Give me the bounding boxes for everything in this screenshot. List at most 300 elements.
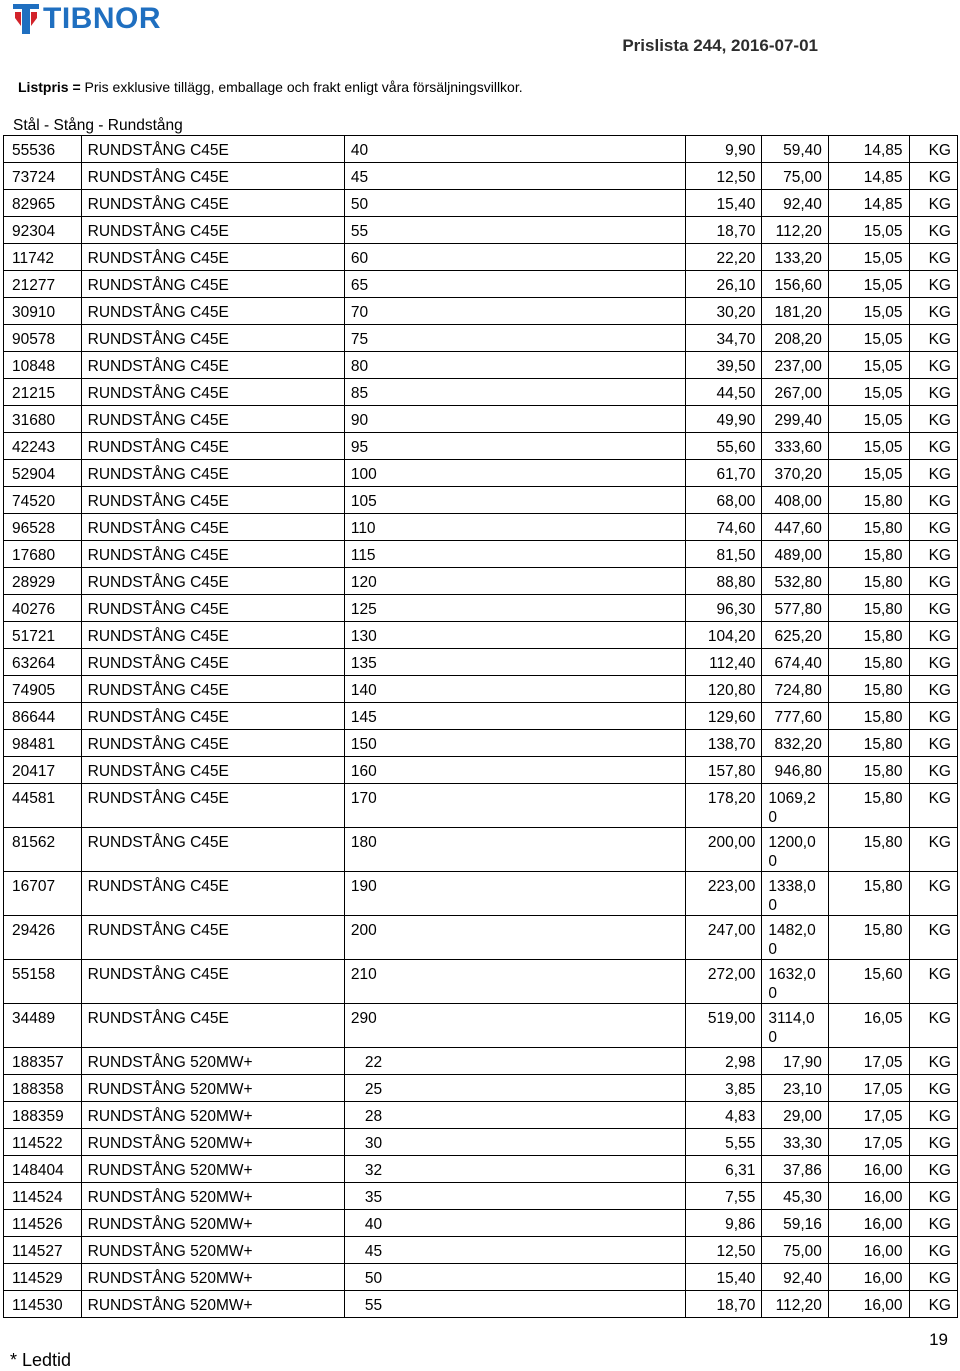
table-row (4, 487, 958, 514)
price-per-kg-cell: 15,05 (828, 217, 909, 244)
dimension-cell: 290 (344, 1004, 685, 1048)
price-per-meter-cell: 81,50 (685, 541, 762, 568)
dimension-cell: 35 (344, 1183, 685, 1210)
product-name-cell: RUNDSTÅNG C45E (81, 595, 344, 622)
price-per-kg-cell: 16,05 (828, 1004, 909, 1048)
product-name-cell: RUNDSTÅNG C45E (81, 568, 344, 595)
dimension-cell: 170 (344, 784, 685, 828)
price-per-meter-cell: 519,00 (685, 1004, 762, 1048)
article-number-cell: 34489 (4, 1004, 82, 1048)
unit-cell: KG (909, 190, 957, 217)
price-per-bar-cell: 75,00 (762, 1237, 829, 1264)
price-per-kg-cell: 15,80 (828, 828, 909, 872)
unit-cell: KG (909, 1004, 957, 1048)
price-per-bar-cell: 92,40 (762, 190, 829, 217)
price-per-meter-cell: 223,00 (685, 872, 762, 916)
price-per-bar-cell: 92,40 (762, 1264, 829, 1291)
table-row (4, 379, 958, 406)
price-per-meter-cell: 247,00 (685, 916, 762, 960)
price-per-bar-cell: 777,60 (762, 703, 829, 730)
unit-cell: KG (909, 1156, 957, 1183)
price-per-bar-cell: 237,00 (762, 352, 829, 379)
table-row (4, 1183, 958, 1210)
product-name-cell: RUNDSTÅNG C45E (81, 916, 344, 960)
price-per-kg-cell: 15,05 (828, 460, 909, 487)
article-number-cell: 114526 (4, 1210, 82, 1237)
listpris-note (18, 79, 523, 95)
unit-cell: KG (909, 406, 957, 433)
dimension-cell: 125 (344, 595, 685, 622)
price-per-bar-cell: 156,60 (762, 271, 829, 298)
dimension-cell: 45 (344, 1237, 685, 1264)
dimension-cell: 135 (344, 649, 685, 676)
price-per-meter-cell: 7,55 (685, 1183, 762, 1210)
unit-cell: KG (909, 703, 957, 730)
price-per-bar-cell: 408,00 (762, 487, 829, 514)
price-per-bar-cell: 112,20 (762, 1291, 829, 1318)
price-per-bar-cell: 577,80 (762, 595, 829, 622)
unit-cell: KG (909, 460, 957, 487)
product-name-cell: RUNDSTÅNG C45E (81, 217, 344, 244)
dimension-cell: 50 (344, 1264, 685, 1291)
dimension-cell: 85 (344, 379, 685, 406)
article-number-cell: 44581 (4, 784, 82, 828)
table-row (4, 1102, 958, 1129)
article-number-cell: 63264 (4, 649, 82, 676)
table-row (4, 1291, 958, 1318)
unit-cell: KG (909, 622, 957, 649)
price-per-kg-cell: 14,85 (828, 190, 909, 217)
article-number-cell: 81562 (4, 828, 82, 872)
article-number-cell: 20417 (4, 757, 82, 784)
dimension-cell: 105 (344, 487, 685, 514)
dimension-cell: 32 (344, 1156, 685, 1183)
price-per-kg-cell: 16,00 (828, 1264, 909, 1291)
price-per-bar-cell: 23,10 (762, 1075, 829, 1102)
company-logo (13, 4, 161, 34)
table-row (4, 352, 958, 379)
product-name-cell: RUNDSTÅNG 520MW+ (81, 1156, 344, 1183)
unit-cell: KG (909, 298, 957, 325)
unit-cell: KG (909, 757, 957, 784)
table-row (4, 325, 958, 352)
article-number-cell: 51721 (4, 622, 82, 649)
price-per-bar-cell: 1338,00 (762, 872, 829, 916)
unit-cell: KG (909, 136, 957, 163)
article-number-cell: 28929 (4, 568, 82, 595)
unit-cell: KG (909, 916, 957, 960)
unit-cell: KG (909, 325, 957, 352)
table-row (4, 1048, 958, 1075)
price-per-bar-cell: 1069,20 (762, 784, 829, 828)
price-per-kg-cell: 15,05 (828, 352, 909, 379)
price-per-bar-cell: 489,00 (762, 541, 829, 568)
product-name-cell: RUNDSTÅNG C45E (81, 163, 344, 190)
table-row (4, 244, 958, 271)
dimension-cell: 110 (344, 514, 685, 541)
table-row (4, 1237, 958, 1264)
table-row (4, 1075, 958, 1102)
price-per-kg-cell: 15,80 (828, 622, 909, 649)
price-per-meter-cell: 5,55 (685, 1129, 762, 1156)
article-number-cell: 74905 (4, 676, 82, 703)
price-per-meter-cell: 88,80 (685, 568, 762, 595)
table-row (4, 622, 958, 649)
price-per-bar-cell: 37,86 (762, 1156, 829, 1183)
price-per-meter-cell: 178,20 (685, 784, 762, 828)
article-number-cell: 55158 (4, 960, 82, 1004)
product-name-cell: RUNDSTÅNG 520MW+ (81, 1264, 344, 1291)
price-per-bar-cell: 75,00 (762, 163, 829, 190)
dimension-cell: 22 (344, 1048, 685, 1075)
product-name-cell: RUNDSTÅNG C45E (81, 271, 344, 298)
dimension-cell: 40 (344, 136, 685, 163)
product-name-cell: RUNDSTÅNG C45E (81, 514, 344, 541)
price-per-kg-cell: 15,05 (828, 271, 909, 298)
unit-cell: KG (909, 828, 957, 872)
price-per-bar-cell: 45,30 (762, 1183, 829, 1210)
price-per-meter-cell: 4,83 (685, 1102, 762, 1129)
article-number-cell: 11742 (4, 244, 82, 271)
dimension-cell: 28 (344, 1102, 685, 1129)
unit-cell: KG (909, 541, 957, 568)
price-per-bar-cell: 674,40 (762, 649, 829, 676)
dimension-cell: 55 (344, 217, 685, 244)
article-number-cell: 82965 (4, 190, 82, 217)
table-row (4, 217, 958, 244)
price-per-kg-cell: 15,80 (828, 872, 909, 916)
price-per-meter-cell: 22,20 (685, 244, 762, 271)
price-per-kg-cell: 15,05 (828, 379, 909, 406)
product-name-cell: RUNDSTÅNG 520MW+ (81, 1048, 344, 1075)
article-number-cell: 114524 (4, 1183, 82, 1210)
product-name-cell: RUNDSTÅNG C45E (81, 649, 344, 676)
unit-cell: KG (909, 960, 957, 1004)
dimension-cell: 75 (344, 325, 685, 352)
price-per-kg-cell: 15,80 (828, 649, 909, 676)
table-row (4, 916, 958, 960)
unit-cell: KG (909, 379, 957, 406)
product-name-cell: RUNDSTÅNG C45E (81, 1004, 344, 1048)
price-per-meter-cell: 129,60 (685, 703, 762, 730)
price-per-kg-cell: 17,05 (828, 1102, 909, 1129)
unit-cell: KG (909, 676, 957, 703)
product-name-cell: RUNDSTÅNG C45E (81, 379, 344, 406)
price-per-meter-cell: 44,50 (685, 379, 762, 406)
price-per-meter-cell: 112,40 (685, 649, 762, 676)
price-per-meter-cell: 2,98 (685, 1048, 762, 1075)
dimension-cell: 80 (344, 352, 685, 379)
listpris-text: Pris exklusive tillägg, emballage och frakt enligt våra försäljningsvillkor. (80, 79, 523, 95)
article-number-cell: 40276 (4, 595, 82, 622)
price-per-kg-cell: 16,00 (828, 1237, 909, 1264)
price-per-meter-cell: 39,50 (685, 352, 762, 379)
price-per-meter-cell: 3,85 (685, 1075, 762, 1102)
unit-cell: KG (909, 1048, 957, 1075)
article-number-cell: 98481 (4, 730, 82, 757)
table-row (4, 784, 958, 828)
price-per-bar-cell: 1632,00 (762, 960, 829, 1004)
article-number-cell: 90578 (4, 325, 82, 352)
table-row (4, 406, 958, 433)
unit-cell: KG (909, 1237, 957, 1264)
dimension-cell: 90 (344, 406, 685, 433)
product-name-cell: RUNDSTÅNG C45E (81, 325, 344, 352)
unit-cell: KG (909, 352, 957, 379)
dimension-cell: 100 (344, 460, 685, 487)
price-per-meter-cell: 6,31 (685, 1156, 762, 1183)
price-per-kg-cell: 16,00 (828, 1291, 909, 1318)
product-name-cell: RUNDSTÅNG 520MW+ (81, 1183, 344, 1210)
price-per-meter-cell: 200,00 (685, 828, 762, 872)
listpris-label: Listpris = (18, 79, 81, 95)
product-name-cell: RUNDSTÅNG C45E (81, 730, 344, 757)
price-per-meter-cell: 68,00 (685, 487, 762, 514)
product-name-cell: RUNDSTÅNG C45E (81, 960, 344, 1004)
dimension-cell: 25 (344, 1075, 685, 1102)
price-per-meter-cell: 18,70 (685, 217, 762, 244)
table-row (4, 703, 958, 730)
product-name-cell: RUNDSTÅNG C45E (81, 828, 344, 872)
price-per-bar-cell: 1482,00 (762, 916, 829, 960)
dimension-cell: 120 (344, 568, 685, 595)
dimension-cell: 115 (344, 541, 685, 568)
price-per-bar-cell: 946,80 (762, 757, 829, 784)
table-row (4, 271, 958, 298)
unit-cell: KG (909, 872, 957, 916)
price-per-meter-cell: 26,10 (685, 271, 762, 298)
price-per-kg-cell: 15,80 (828, 703, 909, 730)
price-per-bar-cell: 181,20 (762, 298, 829, 325)
article-number-cell: 96528 (4, 514, 82, 541)
dimension-cell: 130 (344, 622, 685, 649)
price-per-meter-cell: 12,50 (685, 163, 762, 190)
footnote: * Ledtid (10, 1350, 72, 1370)
article-number-cell: 74520 (4, 487, 82, 514)
unit-cell: KG (909, 649, 957, 676)
dimension-cell: 30 (344, 1129, 685, 1156)
unit-cell: KG (909, 1075, 957, 1102)
dimension-cell: 95 (344, 433, 685, 460)
article-number-cell: 17680 (4, 541, 82, 568)
article-number-cell: 42243 (4, 433, 82, 460)
price-per-kg-cell: 17,05 (828, 1129, 909, 1156)
price-table-body (4, 136, 958, 1318)
price-per-meter-cell: 18,70 (685, 1291, 762, 1318)
logo-text: TIBNOR (43, 2, 161, 35)
price-per-kg-cell: 15,80 (828, 784, 909, 828)
table-row (4, 298, 958, 325)
price-per-kg-cell: 17,05 (828, 1075, 909, 1102)
product-name-cell: RUNDSTÅNG 520MW+ (81, 1210, 344, 1237)
price-per-kg-cell: 17,05 (828, 1048, 909, 1075)
page-number: 19 (929, 1330, 948, 1349)
price-per-bar-cell: 832,20 (762, 730, 829, 757)
price-per-kg-cell: 15,80 (828, 541, 909, 568)
table-row (4, 595, 958, 622)
article-number-cell: 55536 (4, 136, 82, 163)
dimension-cell: 190 (344, 872, 685, 916)
product-name-cell: RUNDSTÅNG C45E (81, 872, 344, 916)
product-name-cell: RUNDSTÅNG C45E (81, 784, 344, 828)
unit-cell: KG (909, 1210, 957, 1237)
dimension-cell: 55 (344, 1291, 685, 1318)
price-per-meter-cell: 55,60 (685, 433, 762, 460)
article-number-cell: 114529 (4, 1264, 82, 1291)
price-per-kg-cell: 15,80 (828, 568, 909, 595)
article-number-cell: 86644 (4, 703, 82, 730)
price-per-kg-cell: 15,05 (828, 433, 909, 460)
price-per-kg-cell: 16,00 (828, 1156, 909, 1183)
price-table (3, 135, 958, 1318)
price-per-bar-cell: 299,40 (762, 406, 829, 433)
unit-cell: KG (909, 595, 957, 622)
table-row (4, 676, 958, 703)
price-per-kg-cell: 15,80 (828, 595, 909, 622)
price-per-meter-cell: 138,70 (685, 730, 762, 757)
article-number-cell: 114530 (4, 1291, 82, 1318)
unit-cell: KG (909, 244, 957, 271)
article-number-cell: 92304 (4, 217, 82, 244)
unit-cell: KG (909, 271, 957, 298)
article-number-cell: 148404 (4, 1156, 82, 1183)
product-name-cell: RUNDSTÅNG C45E (81, 460, 344, 487)
price-per-kg-cell: 15,80 (828, 757, 909, 784)
article-number-cell: 114527 (4, 1237, 82, 1264)
article-number-cell: 188359 (4, 1102, 82, 1129)
article-number-cell: 188358 (4, 1075, 82, 1102)
dimension-cell: 180 (344, 828, 685, 872)
price-per-bar-cell: 267,00 (762, 379, 829, 406)
price-per-bar-cell: 59,16 (762, 1210, 829, 1237)
price-per-meter-cell: 34,70 (685, 325, 762, 352)
price-per-kg-cell: 15,80 (828, 676, 909, 703)
unit-cell: KG (909, 1264, 957, 1291)
product-name-cell: RUNDSTÅNG C45E (81, 406, 344, 433)
table-row (4, 730, 958, 757)
dimension-cell: 145 (344, 703, 685, 730)
unit-cell: KG (909, 514, 957, 541)
price-per-bar-cell: 3114,00 (762, 1004, 829, 1048)
article-number-cell: 29426 (4, 916, 82, 960)
product-name-cell: RUNDSTÅNG 520MW+ (81, 1075, 344, 1102)
price-per-meter-cell: 9,86 (685, 1210, 762, 1237)
price-per-kg-cell: 15,05 (828, 325, 909, 352)
table-row (4, 568, 958, 595)
unit-cell: KG (909, 1291, 957, 1318)
price-per-meter-cell: 61,70 (685, 460, 762, 487)
price-per-meter-cell: 12,50 (685, 1237, 762, 1264)
price-per-kg-cell: 15,05 (828, 244, 909, 271)
price-per-kg-cell: 15,05 (828, 406, 909, 433)
product-name-cell: RUNDSTÅNG C45E (81, 298, 344, 325)
unit-cell: KG (909, 784, 957, 828)
article-number-cell: 10848 (4, 352, 82, 379)
table-row (4, 757, 958, 784)
product-name-cell: RUNDSTÅNG C45E (81, 703, 344, 730)
price-per-bar-cell: 625,20 (762, 622, 829, 649)
table-row (4, 190, 958, 217)
price-per-kg-cell: 16,00 (828, 1183, 909, 1210)
unit-cell: KG (909, 217, 957, 244)
price-per-bar-cell: 333,60 (762, 433, 829, 460)
price-per-kg-cell: 16,00 (828, 1210, 909, 1237)
table-row (4, 828, 958, 872)
price-per-bar-cell: 724,80 (762, 676, 829, 703)
price-per-kg-cell: 15,80 (828, 916, 909, 960)
dimension-cell: 200 (344, 916, 685, 960)
article-number-cell: 114522 (4, 1129, 82, 1156)
price-per-meter-cell: 30,20 (685, 298, 762, 325)
table-row (4, 541, 958, 568)
price-per-bar-cell: 17,90 (762, 1048, 829, 1075)
product-name-cell: RUNDSTÅNG C45E (81, 541, 344, 568)
dimension-cell: 210 (344, 960, 685, 1004)
table-row (4, 960, 958, 1004)
unit-cell: KG (909, 163, 957, 190)
unit-cell: KG (909, 1183, 957, 1210)
product-name-cell: RUNDSTÅNG C45E (81, 244, 344, 271)
product-name-cell: RUNDSTÅNG C45E (81, 676, 344, 703)
dimension-cell: 160 (344, 757, 685, 784)
table-row (4, 433, 958, 460)
price-per-bar-cell: 59,40 (762, 136, 829, 163)
price-per-meter-cell: 15,40 (685, 190, 762, 217)
unit-cell: KG (909, 730, 957, 757)
price-per-meter-cell: 157,80 (685, 757, 762, 784)
price-per-meter-cell: 74,60 (685, 514, 762, 541)
table-row (4, 163, 958, 190)
article-number-cell: 31680 (4, 406, 82, 433)
table-row (4, 1004, 958, 1048)
price-per-bar-cell: 208,20 (762, 325, 829, 352)
unit-cell: KG (909, 433, 957, 460)
price-per-meter-cell: 15,40 (685, 1264, 762, 1291)
price-per-kg-cell: 15,05 (828, 298, 909, 325)
unit-cell: KG (909, 568, 957, 595)
dimension-cell: 40 (344, 1210, 685, 1237)
dimension-cell: 70 (344, 298, 685, 325)
table-row (4, 460, 958, 487)
dimension-cell: 45 (344, 163, 685, 190)
table-row (4, 514, 958, 541)
table-row (4, 1156, 958, 1183)
product-name-cell: RUNDSTÅNG C45E (81, 757, 344, 784)
price-per-kg-cell: 14,85 (828, 136, 909, 163)
article-number-cell: 21277 (4, 271, 82, 298)
price-per-bar-cell: 370,20 (762, 460, 829, 487)
price-per-meter-cell: 9,90 (685, 136, 762, 163)
product-name-cell: RUNDSTÅNG 520MW+ (81, 1102, 344, 1129)
unit-cell: KG (909, 487, 957, 514)
price-per-meter-cell: 120,80 (685, 676, 762, 703)
product-name-cell: RUNDSTÅNG C45E (81, 190, 344, 217)
price-per-bar-cell: 447,60 (762, 514, 829, 541)
price-per-bar-cell: 532,80 (762, 568, 829, 595)
price-per-kg-cell: 15,80 (828, 487, 909, 514)
price-per-meter-cell: 104,20 (685, 622, 762, 649)
section-title: Stål - Stång - Rundstång (13, 117, 183, 134)
table-row (4, 1210, 958, 1237)
product-name-cell: RUNDSTÅNG C45E (81, 433, 344, 460)
price-per-bar-cell: 133,20 (762, 244, 829, 271)
dimension-cell: 50 (344, 190, 685, 217)
product-name-cell: RUNDSTÅNG 520MW+ (81, 1129, 344, 1156)
table-row (4, 1129, 958, 1156)
product-name-cell: RUNDSTÅNG C45E (81, 622, 344, 649)
price-per-kg-cell: 15,80 (828, 514, 909, 541)
price-per-bar-cell: 29,00 (762, 1102, 829, 1129)
